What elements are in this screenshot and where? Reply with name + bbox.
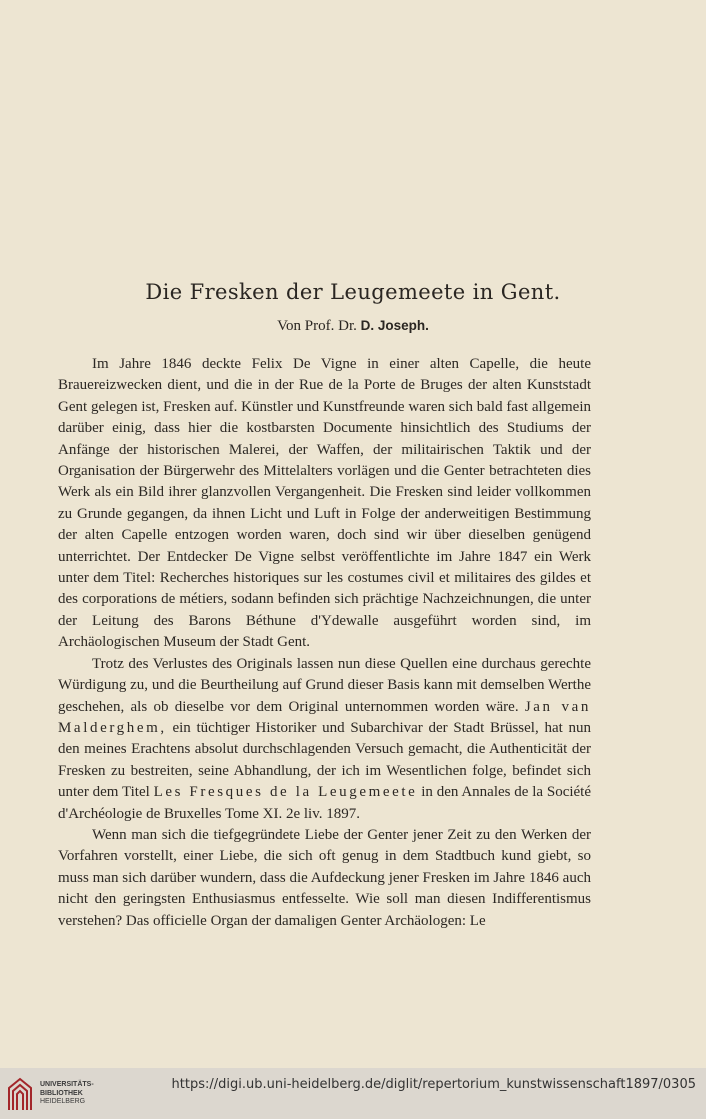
institution-line-3: HEIDELBERG	[40, 1098, 86, 1105]
viewer-footer	[0, 1068, 706, 1119]
article-title: Die Fresken der Leugemeete in Gent.	[145, 280, 561, 304]
paragraph-3: Wenn man sich die tiefgegründete Liebe der Genter jener Zeit zu den Werken der Vorfahren vorstellt, einer Liebe, die sich oft genug in dem Stadtbuch kund giebt, so muss man sich darüber wundern, dass die Aufdeckung jener Fresken im Jahre 1846 auch nicht den geringsten Enthusiasmus entfesselte. Wie soll man diesen Indifferentismus verstehen? Das officielle Organ der damaligen Genter Archäologen: Le	[58, 826, 591, 929]
byline-author: D. Joseph.	[360, 318, 429, 333]
paragraph-2-text-a: Trotz des Verlustes des Originals lassen nun diese Quellen eine durchaus gerechte Würdigung zu, und die Beurtheilung auf Grund dieser Basis kann mit demselben Werthe geschehen, als ob dieselbe vor dem Original unternommen worden wäre.	[58, 655, 591, 715]
byline	[0, 318, 706, 335]
byline-prefix: Von Prof. Dr.	[277, 318, 357, 334]
work-title: Les Fresques de la Leugemeete	[153, 784, 418, 801]
paragraph-2-text-b: ein tüchtiger Historiker und Subarchivar der Stadt Brüssel, hat nun den meines Erachtens absolut durchschlagenden Versuch gemacht, die Authenticität der Fresken zu bestreiten, seine Abhandlung, der ich im Wesentlichen folge, befindet sich unter dem Titel	[58, 719, 591, 801]
article-body	[58, 354, 591, 932]
institution-line-1: UNIVERSITÄTS-	[40, 1081, 94, 1088]
institution-line-2: BIBLIOTHEK	[40, 1089, 83, 1097]
university-library-logo-icon	[6, 1076, 34, 1112]
author-name-malderghem: Jan van Malderghem,	[58, 698, 591, 736]
institution-name	[40, 1081, 94, 1107]
paragraph-2	[58, 654, 591, 825]
permalink-url[interactable]: https://digi.ub.uni-heidelberg.de/diglit/repertorium_kunstwissenschaft1897/0305	[171, 1077, 696, 1092]
paragraph-1: Im Jahre 1846 deckte Felix De Vigne in einer alten Capelle, die heute Brauereizwecken dient, und die in der Rue de la Porte de Bruges der alten Kunststadt Gent gelegen ist, Fresken auf. Künstler und Kunstfreunde waren sich bald fast allgemein darüber einig, dass hier die kostbarsten Documente hinsichtlich des Studiums der Anfänge der historischen Malerei, der Waffen, der militairischen Taktik und der Organisation der Bürgerwehr des Mittelalters vorlägen und die Genter betrachteten dies Werk als ein Bild ihrer glanzvollen Vergangenheit. Die Fresken sind leider vollkommen zu Grunde gegangen, da ihnen Licht und Luft in Folge der anderweitigen Bestimmung der alten Capelle entzogen worden waren, doch sind wir über dieselben genügend unterrichtet. Der Entdecker De Vigne selbst veröffentlichte im Jahre 1847 ein Werk unter dem Titel: Recherches historiques sur les costumes civil et militaires des gildes et des corporations de métiers, sodann befinden sich prächtige Nachzeichnungen, die unter der Leitung des Barons Béthune d'Ydewalle ausgeführt worden sind, im Archäologischen Museum der Stadt Gent.	[58, 356, 591, 651]
paragraph-2-text-c: in den Annales de la Société d'Archéologie de Bruxelles Tome XI. 2e liv. 1897.	[58, 784, 592, 822]
